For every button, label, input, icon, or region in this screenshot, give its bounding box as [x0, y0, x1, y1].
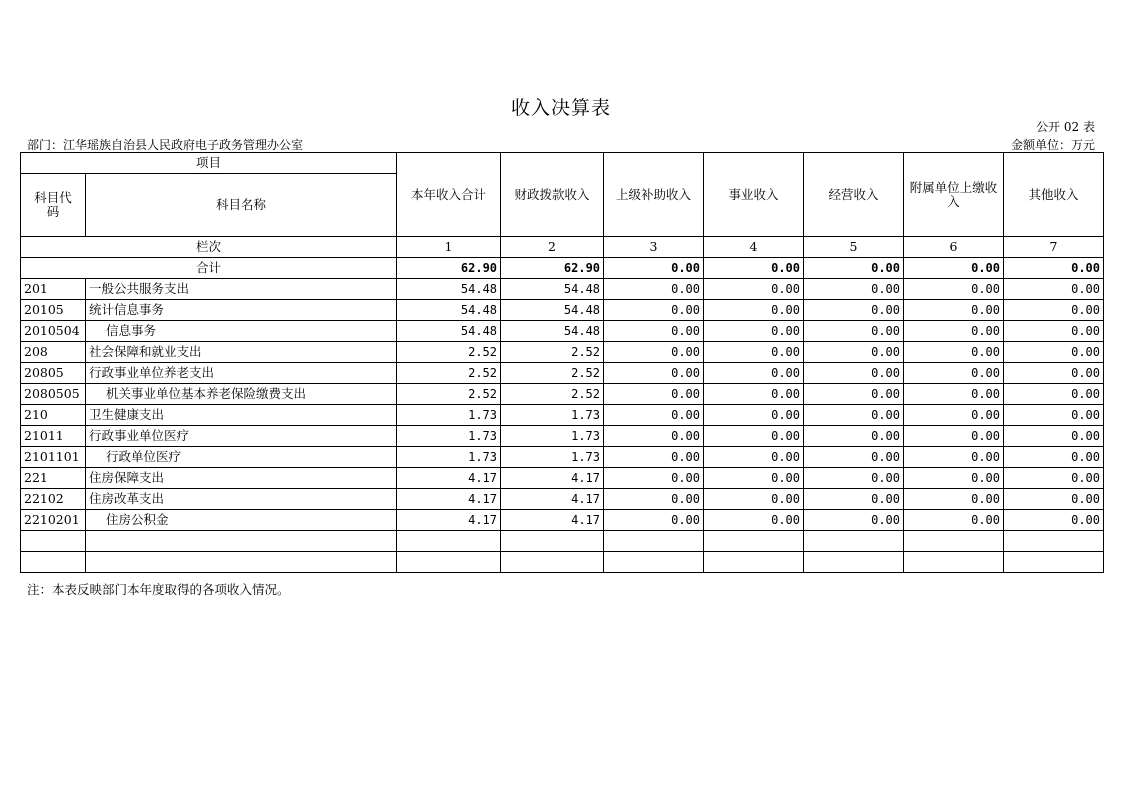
amount-cell: 4.17: [501, 489, 604, 510]
subject-code: 20105: [21, 300, 86, 321]
subject-code: 208: [21, 342, 86, 363]
table-row: [21, 279, 1104, 300]
total-cell: 62.90: [397, 258, 501, 279]
table-row: [21, 447, 1104, 468]
empty-cell: [86, 531, 397, 552]
amount-cell: 1.73: [501, 405, 604, 426]
amount-cell: 0.00: [904, 489, 1004, 510]
amount-cell: 4.17: [501, 510, 604, 531]
empty-cell: [804, 552, 904, 573]
subject-code: 210: [21, 405, 86, 426]
column-header: 其他收入: [1004, 153, 1104, 237]
amount-cell: 0.00: [804, 279, 904, 300]
amount-cell: 0.00: [1004, 300, 1104, 321]
amount-cell: 54.48: [397, 279, 501, 300]
subject-code: 21011: [21, 426, 86, 447]
amount-cell: 0.00: [804, 300, 904, 321]
subject-code: 2210201: [21, 510, 86, 531]
amount-cell: 2.52: [397, 363, 501, 384]
amount-cell: 0.00: [704, 279, 804, 300]
amount-cell: 0.00: [704, 489, 804, 510]
subject-name: 机关事业单位基本养老保险缴费支出: [86, 384, 397, 405]
total-cell: 62.90: [501, 258, 604, 279]
amount-cell: 0.00: [704, 405, 804, 426]
amount-cell: 0.00: [904, 447, 1004, 468]
table-row: [21, 489, 1104, 510]
amount-cell: 0.00: [604, 384, 704, 405]
amount-cell: 4.17: [397, 510, 501, 531]
empty-cell: [604, 531, 704, 552]
table-row: [21, 468, 1104, 489]
amount-cell: 0.00: [1004, 363, 1104, 384]
amount-cell: 54.48: [397, 300, 501, 321]
amount-cell: 1.73: [397, 405, 501, 426]
amount-cell: 0.00: [704, 300, 804, 321]
amount-cell: 0.00: [604, 363, 704, 384]
amount-cell: 0.00: [1004, 447, 1104, 468]
lanci-number: 6: [904, 237, 1004, 258]
amount-cell: 0.00: [704, 363, 804, 384]
empty-cell: [397, 531, 501, 552]
amount-cell: 0.00: [904, 279, 1004, 300]
amount-cell: 0.00: [1004, 342, 1104, 363]
amount-cell: 0.00: [1004, 489, 1104, 510]
subject-name: 住房保障支出: [86, 468, 397, 489]
amount-cell: 0.00: [1004, 426, 1104, 447]
amount-cell: 0.00: [804, 405, 904, 426]
header-name: 科目名称: [86, 174, 397, 237]
total-label: 合计: [21, 258, 397, 279]
total-row: [21, 258, 1104, 279]
amount-cell: 0.00: [704, 321, 804, 342]
amount-cell: 0.00: [904, 300, 1004, 321]
empty-row: [21, 531, 1104, 552]
empty-cell: [21, 531, 86, 552]
table-row: [21, 321, 1104, 342]
amount-cell: 0.00: [904, 405, 1004, 426]
amount-cell: 0.00: [1004, 510, 1104, 531]
lanci-number: 1: [397, 237, 501, 258]
amount-unit-label: 金额单位：万元: [1010, 138, 1095, 152]
amount-cell: 0.00: [1004, 321, 1104, 342]
column-header: 本年收入合计: [397, 153, 501, 237]
table-row: [21, 342, 1104, 363]
lanci-number: 7: [1004, 237, 1104, 258]
amount-cell: 0.00: [804, 489, 904, 510]
subject-code: 201: [21, 279, 86, 300]
column-header: 上级补助收入: [604, 153, 704, 237]
amount-cell: 0.00: [904, 342, 1004, 363]
header-item-group: 项目: [21, 153, 397, 174]
lanci-number: 3: [604, 237, 704, 258]
subject-name: 行政单位医疗: [86, 447, 397, 468]
amount-cell: 0.00: [904, 510, 1004, 531]
amount-cell: 0.00: [704, 510, 804, 531]
amount-cell: 54.48: [397, 321, 501, 342]
amount-cell: 0.00: [804, 384, 904, 405]
empty-cell: [904, 552, 1004, 573]
table-row: [21, 363, 1104, 384]
subject-name: 卫生健康支出: [86, 405, 397, 426]
table-row: [21, 510, 1104, 531]
subject-name: 住房公积金: [86, 510, 397, 531]
empty-cell: [501, 531, 604, 552]
amount-cell: 2.52: [501, 363, 604, 384]
table-row: [21, 426, 1104, 447]
amount-cell: 0.00: [604, 279, 704, 300]
amount-cell: 0.00: [1004, 468, 1104, 489]
amount-cell: 0.00: [604, 405, 704, 426]
header-code: 科目代码: [21, 174, 86, 237]
subject-name: 行政事业单位医疗: [86, 426, 397, 447]
department-label: 部门：江华瑶族自治县人民政府电子政务管理办公室: [27, 138, 304, 152]
column-header: 经营收入: [804, 153, 904, 237]
amount-cell: 54.48: [501, 279, 604, 300]
subject-code: 2080505: [21, 384, 86, 405]
subject-code: 221: [21, 468, 86, 489]
amount-cell: 0.00: [604, 426, 704, 447]
page-title: 收入决算表: [510, 97, 611, 119]
total-cell: 0.00: [704, 258, 804, 279]
amount-cell: 0.00: [604, 342, 704, 363]
amount-cell: 0.00: [604, 321, 704, 342]
amount-cell: 0.00: [804, 510, 904, 531]
subject-name: 信息事务: [86, 321, 397, 342]
amount-cell: 0.00: [904, 321, 1004, 342]
subject-name: 行政事业单位养老支出: [86, 363, 397, 384]
amount-cell: 0.00: [704, 384, 804, 405]
table-row: [21, 384, 1104, 405]
amount-cell: 0.00: [804, 468, 904, 489]
lanci-number: 4: [704, 237, 804, 258]
form-number: 公开 02 表: [1036, 120, 1095, 134]
amount-cell: 0.00: [604, 300, 704, 321]
amount-cell: 0.00: [1004, 279, 1104, 300]
subject-name: 统计信息事务: [86, 300, 397, 321]
empty-cell: [704, 552, 804, 573]
amount-cell: 54.48: [501, 300, 604, 321]
table-row: [21, 300, 1104, 321]
subject-name: 一般公共服务支出: [86, 279, 397, 300]
amount-cell: 0.00: [804, 321, 904, 342]
income-settlement-table: [20, 152, 1104, 573]
amount-cell: 0.00: [804, 363, 904, 384]
amount-cell: 0.00: [904, 363, 1004, 384]
amount-cell: 0.00: [804, 426, 904, 447]
empty-cell: [904, 531, 1004, 552]
amount-cell: 1.73: [397, 447, 501, 468]
empty-cell: [397, 552, 501, 573]
amount-cell: 4.17: [397, 468, 501, 489]
empty-cell: [501, 552, 604, 573]
empty-row: [21, 552, 1104, 573]
footnote: 注：本表反映部门本年度取得的各项收入情况。: [27, 582, 290, 597]
empty-cell: [804, 531, 904, 552]
lanci-label: 栏次: [21, 237, 397, 258]
table-row: [21, 405, 1104, 426]
amount-cell: 0.00: [804, 342, 904, 363]
empty-cell: [1004, 531, 1104, 552]
amount-cell: 4.17: [501, 468, 604, 489]
total-cell: 0.00: [604, 258, 704, 279]
amount-cell: 0.00: [604, 510, 704, 531]
empty-cell: [704, 531, 804, 552]
subject-name: 住房改革支出: [86, 489, 397, 510]
subject-code: 22102: [21, 489, 86, 510]
amount-cell: 1.73: [397, 426, 501, 447]
amount-cell: 0.00: [704, 426, 804, 447]
subject-code: 2101101: [21, 447, 86, 468]
column-header: 附属单位上缴收入: [904, 153, 1004, 237]
amount-cell: 0.00: [604, 447, 704, 468]
amount-cell: 2.52: [501, 384, 604, 405]
empty-cell: [21, 552, 86, 573]
amount-cell: 0.00: [704, 468, 804, 489]
subject-code: 20805: [21, 363, 86, 384]
amount-cell: 1.73: [501, 426, 604, 447]
subject-name: 社会保障和就业支出: [86, 342, 397, 363]
amount-cell: 0.00: [804, 447, 904, 468]
amount-cell: 0.00: [704, 342, 804, 363]
amount-cell: 0.00: [604, 468, 704, 489]
empty-cell: [86, 552, 397, 573]
amount-cell: 0.00: [904, 468, 1004, 489]
amount-cell: 2.52: [397, 342, 501, 363]
lanci-number: 2: [501, 237, 604, 258]
amount-cell: 0.00: [704, 447, 804, 468]
column-header: 财政拨款收入: [501, 153, 604, 237]
amount-cell: 0.00: [1004, 384, 1104, 405]
total-cell: 0.00: [1004, 258, 1104, 279]
amount-cell: 54.48: [501, 321, 604, 342]
amount-cell: 2.52: [501, 342, 604, 363]
amount-cell: 0.00: [604, 489, 704, 510]
amount-cell: 1.73: [501, 447, 604, 468]
subject-code: 2010504: [21, 321, 86, 342]
total-cell: 0.00: [804, 258, 904, 279]
empty-cell: [1004, 552, 1104, 573]
amount-cell: 2.52: [397, 384, 501, 405]
amount-cell: 0.00: [1004, 405, 1104, 426]
total-cell: 0.00: [904, 258, 1004, 279]
amount-cell: 0.00: [904, 384, 1004, 405]
amount-cell: 0.00: [904, 426, 1004, 447]
empty-cell: [604, 552, 704, 573]
column-header: 事业收入: [704, 153, 804, 237]
lanci-number: 5: [804, 237, 904, 258]
amount-cell: 4.17: [397, 489, 501, 510]
